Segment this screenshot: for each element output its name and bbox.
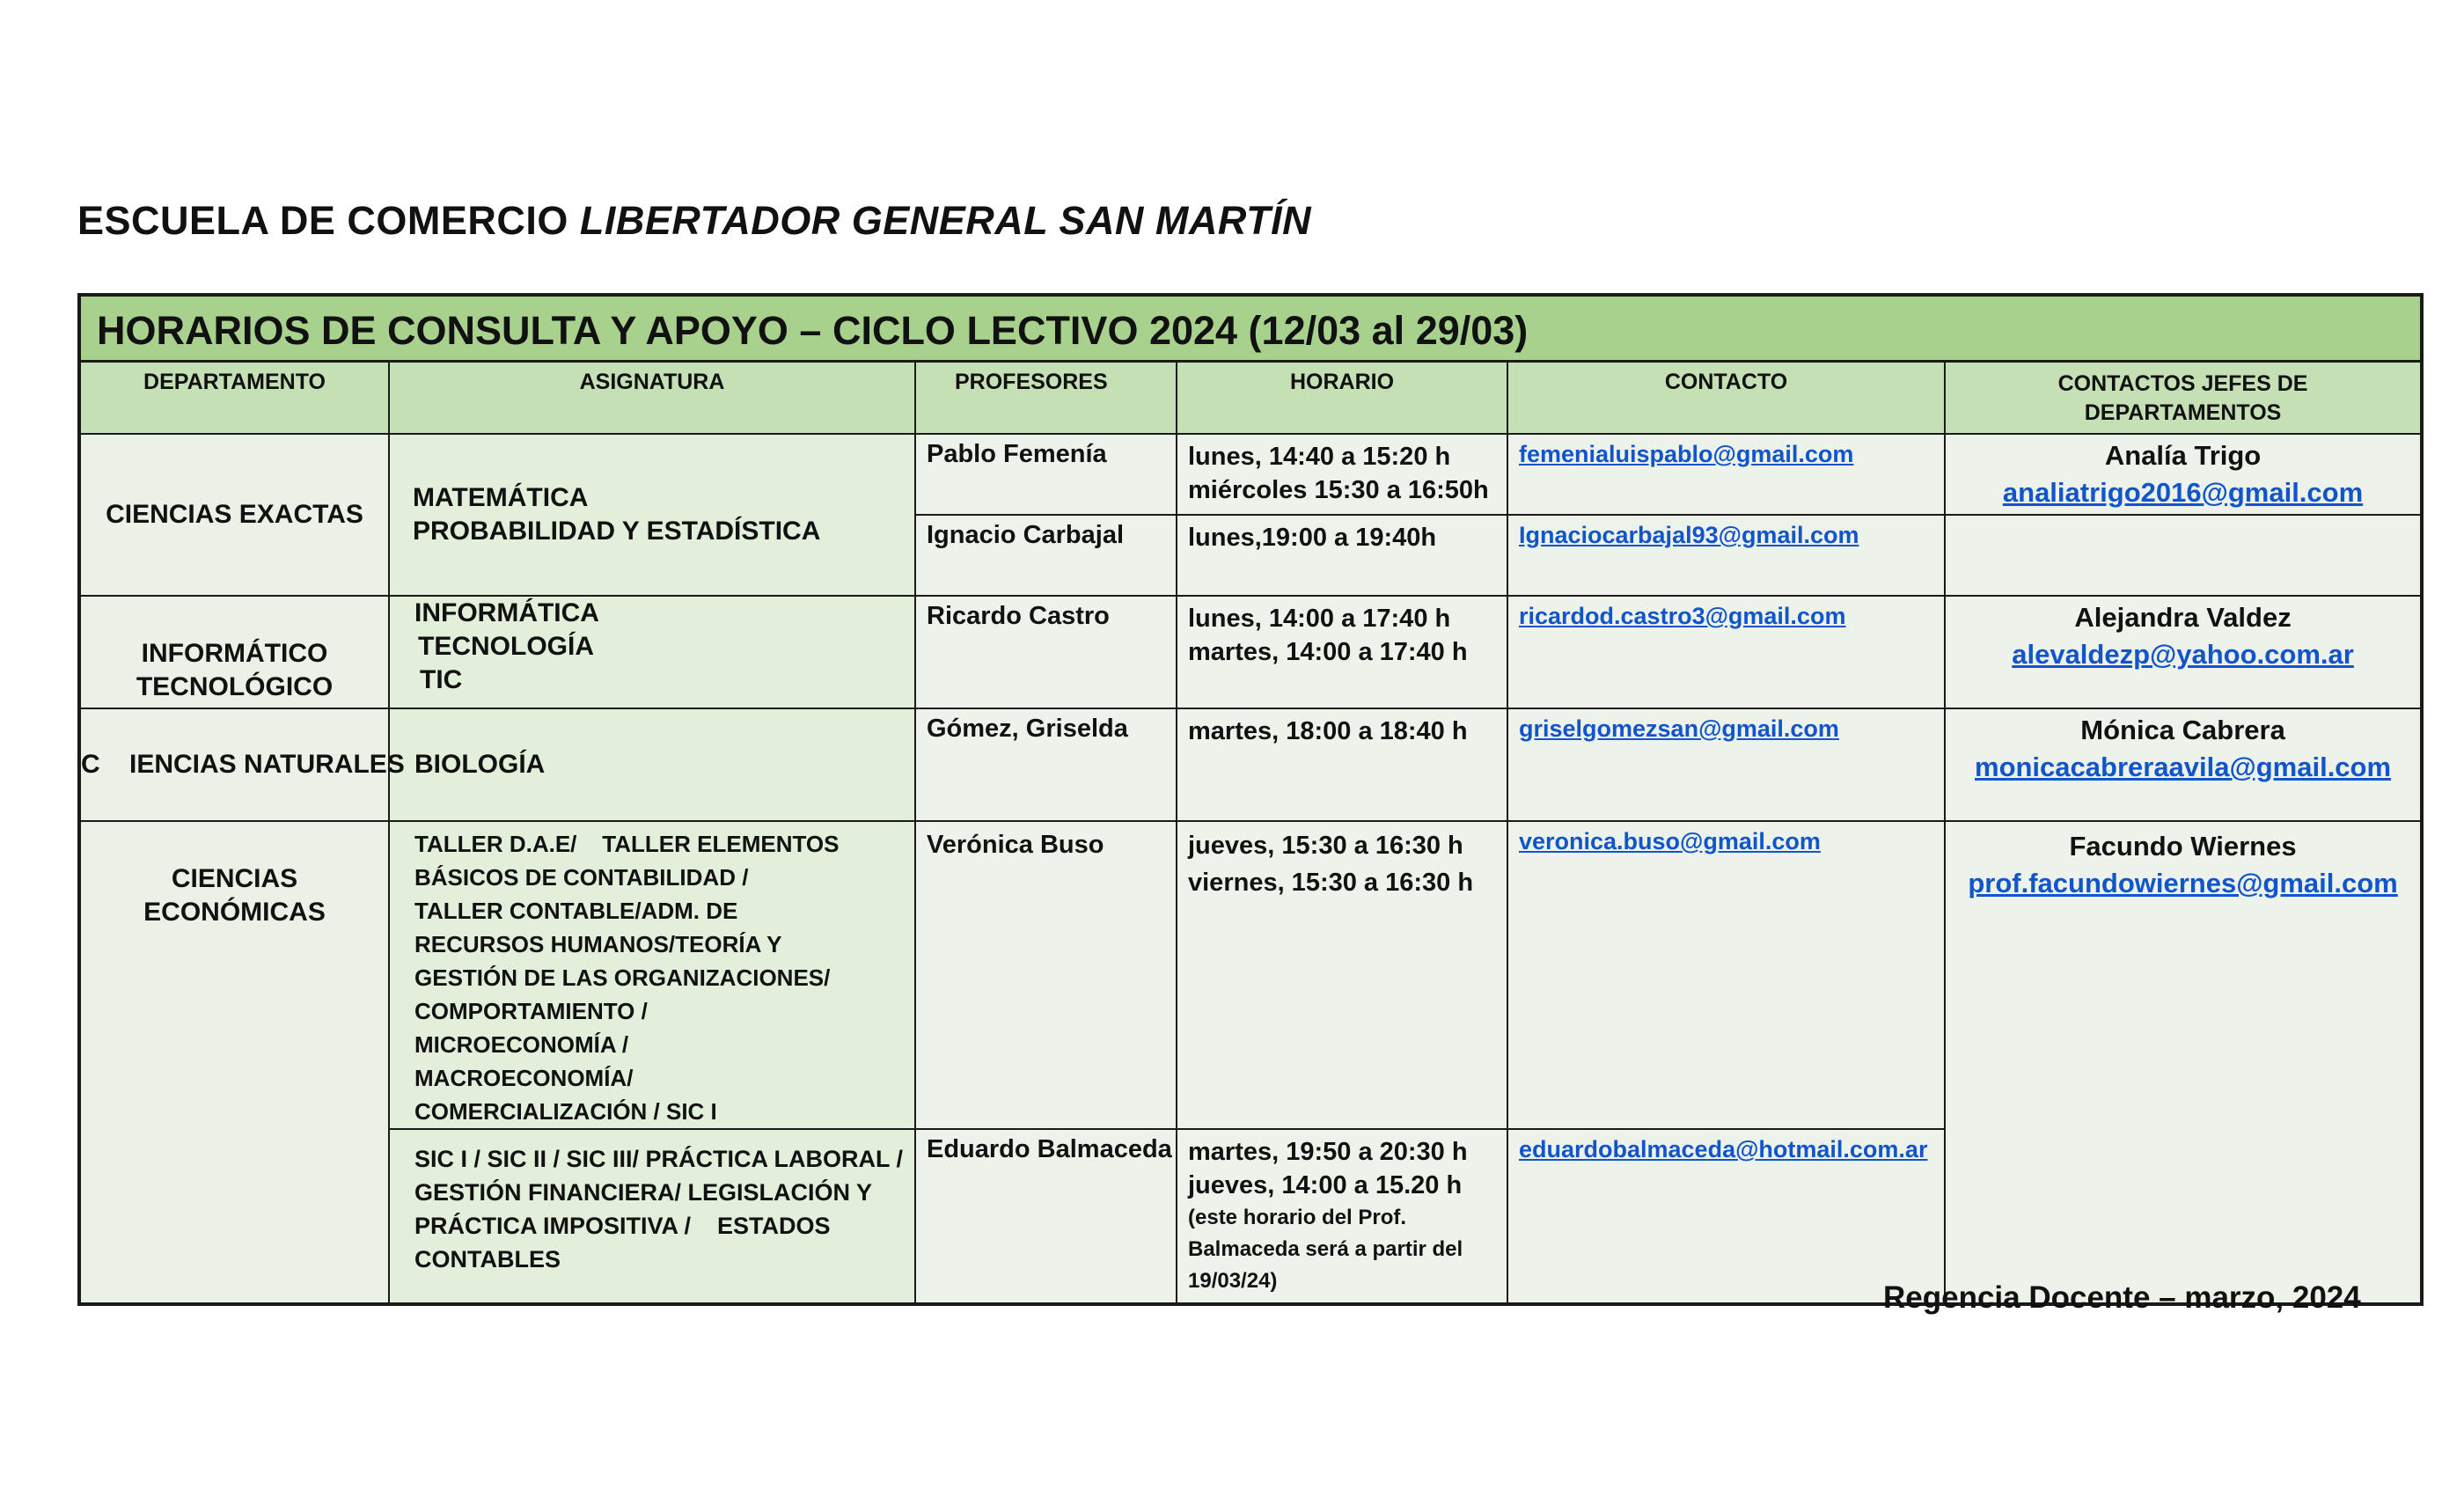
subject: COMPORTAMIENTO / — [414, 998, 648, 1024]
hours-cell — [1177, 515, 1507, 596]
column-header: PROFESORES — [915, 362, 1177, 435]
column-header: CONTACTOS JEFES DE DEPARTAMENTOS — [1945, 362, 2422, 435]
chief-email-link[interactable]: prof.facundowiernes@gmail.com — [1968, 868, 2398, 898]
subject-cell — [389, 596, 915, 708]
chief-cell — [1945, 708, 2422, 821]
subject: SIC I / SIC II / SIC III/ PRÁCTICA LABORAL / — [414, 1146, 904, 1172]
teacher-cell — [915, 1129, 1177, 1304]
teacher-cell — [915, 515, 1177, 596]
subject: BÁSICOS DE CONTABILIDAD / — [414, 864, 749, 891]
hours: jueves, 14:00 a 15.20 h — [1188, 1171, 1463, 1199]
subject-cell — [389, 821, 915, 1129]
teacher-name: Verónica Buso — [927, 831, 1104, 859]
chief-cell-empty — [1945, 515, 2422, 596]
hours-note: (este horario del Prof. — [1188, 1206, 1407, 1229]
contact-cell — [1507, 708, 1945, 821]
subject: COMERCIALIZACIÓN / SIC I — [414, 1098, 717, 1125]
teacher-name: Ricardo Castro — [927, 602, 1110, 630]
contact-cell — [1507, 596, 1945, 708]
subject: CONTABLES — [414, 1246, 561, 1272]
department-cell — [79, 708, 405, 821]
teacher-name: Ignacio Carbajal — [927, 521, 1125, 549]
contact-cell — [1507, 821, 1945, 1129]
hours: lunes,19:00 a 19:40h — [1188, 524, 1437, 552]
subject-cell — [389, 708, 915, 821]
subject: MACROECONOMÍA/ — [414, 1065, 634, 1091]
subject-cell — [389, 1129, 915, 1304]
table-row — [79, 596, 2422, 708]
chief-cell — [1945, 821, 2422, 1304]
subject: RECURSOS HUMANOS/TEORÍA Y — [414, 931, 782, 957]
hours: jueves, 15:30 a 16:30 h — [1188, 832, 1463, 860]
teacher-name: Gómez, Griselda — [927, 715, 1128, 743]
department-name: CIENCIAS — [171, 864, 298, 893]
subject: INFORMÁTICA — [414, 598, 599, 627]
teacher-cell — [915, 708, 1177, 821]
department-name: CIENCIAS EXACTAS — [106, 500, 363, 529]
department-cell — [79, 821, 389, 1304]
hours: lunes, 14:00 a 17:40 h — [1188, 605, 1451, 633]
hours-note: 19/03/24) — [1188, 1269, 1278, 1293]
teacher-name: Eduardo Balmaceda — [927, 1135, 1172, 1163]
chief-email-link[interactable]: analiatrigo2016@gmail.com — [2002, 477, 2364, 508]
teacher-name: Pablo Femenía — [927, 440, 1107, 468]
column-header: CONTACTO — [1507, 362, 1945, 435]
chief-cell — [1945, 434, 2422, 515]
teacher-cell — [915, 434, 1177, 515]
contact-cell — [1507, 515, 1945, 596]
contact-cell — [1507, 434, 1945, 515]
department-name: ECONÓMICAS — [143, 898, 326, 927]
hours-cell — [1177, 434, 1507, 515]
table-row — [79, 821, 2422, 1129]
column-header: DEPARTAMENTO — [79, 362, 389, 435]
teacher-cell — [915, 821, 1177, 1129]
email-link[interactable]: griselgomezsan@gmail.com — [1519, 715, 1839, 742]
hours: martes, 19:50 a 20:30 h — [1188, 1138, 1468, 1166]
email-link[interactable]: veronica.buso@gmail.com — [1519, 828, 1821, 854]
department-name: TECNOLÓGICO — [136, 672, 334, 701]
chief-email-link[interactable]: alevaldezp@yahoo.com.ar — [2012, 639, 2354, 670]
schedule-table — [77, 293, 2424, 1306]
email-link[interactable]: femenialuispablo@gmail.com — [1519, 441, 1854, 467]
subject: MICROECONOMÍA / — [414, 1031, 629, 1058]
email-link[interactable]: Ignaciocarbajal93@gmail.com — [1519, 522, 1859, 548]
department-cell — [79, 596, 389, 708]
hours-cell — [1177, 708, 1507, 821]
subject: PRÁCTICA IMPOSITIVA / ESTADOS — [414, 1213, 831, 1239]
hours-cell — [1177, 1129, 1507, 1304]
hours-note: Balmaceda será a partir del — [1188, 1237, 1463, 1261]
hours: miércoles 15:30 a 16:50h — [1188, 476, 1489, 504]
hours: martes, 18:00 a 18:40 h — [1188, 717, 1468, 745]
hours: lunes, 14:40 a 15:20 h — [1188, 443, 1451, 471]
table-row — [79, 434, 2422, 515]
department-cell — [79, 434, 389, 596]
email-link[interactable]: ricardod.castro3@gmail.com — [1519, 603, 1846, 629]
table-title: HORARIOS DE CONSULTA Y APOYO – CICLO LECTIVO 2024 (12/03 al 29/03) — [79, 295, 2422, 362]
school-name: LIBERTADOR GENERAL SAN MARTÍN — [579, 198, 1312, 243]
subject: BIOLOGÍA — [414, 750, 546, 779]
chief-email-link[interactable]: monicacabreraavila@gmail.com — [1975, 752, 2392, 782]
table-row — [79, 708, 2422, 821]
column-header: ASIGNATURA — [389, 362, 915, 435]
email-link[interactable]: eduardobalmaceda@hotmail.com.ar — [1519, 1136, 1928, 1162]
department-name: INFORMÁTICO — [141, 639, 328, 668]
subject: TALLER D.A.E/ TALLER ELEMENTOS — [414, 831, 840, 857]
school-prefix: ESCUELA DE COMERCIO — [77, 198, 568, 243]
subject: TIC — [420, 665, 463, 694]
hours: viernes, 15:30 a 16:30 h — [1188, 869, 1474, 897]
hours-cell — [1177, 821, 1507, 1129]
chief-name: Alejandra Valdez — [2074, 602, 2292, 633]
subject-cell — [389, 434, 915, 596]
column-header: HORARIO — [1177, 362, 1507, 435]
subject: MATEMÁTICA — [413, 483, 589, 512]
department-name: C IENCIAS NATURALES — [81, 750, 405, 779]
subject: GESTIÓN DE LAS ORGANIZACIONES/ — [414, 964, 831, 991]
chief-name: Analía Trigo — [2104, 440, 2262, 471]
subject: GESTIÓN FINANCIERA/ LEGISLACIÓN Y — [414, 1179, 873, 1206]
chief-cell — [1945, 596, 2422, 708]
hours: martes, 14:00 a 17:40 h — [1188, 638, 1468, 666]
subject: TECNOLOGÍA — [418, 632, 594, 661]
footer-signature: Regencia Docente – marzo, 2024 — [1883, 1280, 2361, 1315]
chief-name: Facundo Wiernes — [2069, 831, 2297, 862]
teacher-cell — [915, 596, 1177, 708]
hours-cell — [1177, 596, 1507, 708]
chief-name: Mónica Cabrera — [2080, 715, 2285, 745]
contact-cell — [1507, 1129, 1945, 1304]
subject: TALLER CONTABLE/ADM. DE — [414, 898, 738, 924]
subject: PROBABILIDAD Y ESTADÍSTICA — [413, 517, 821, 546]
school-title — [77, 198, 1311, 244]
